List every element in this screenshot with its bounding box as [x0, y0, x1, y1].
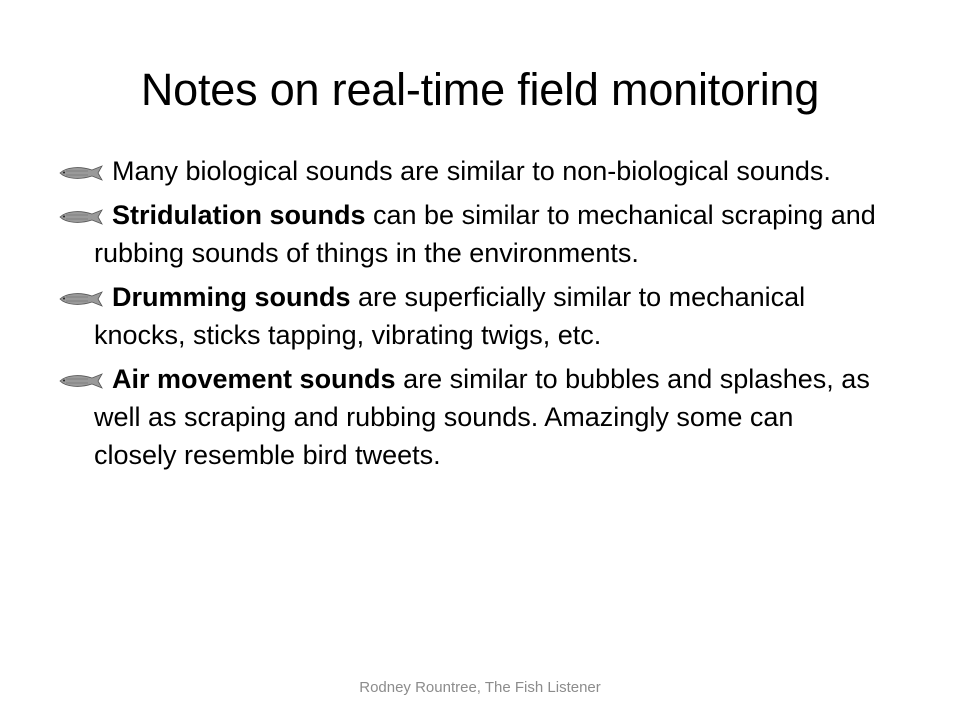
- fish-icon: [58, 164, 108, 182]
- bullet-lead-term: Stridulation sounds: [112, 200, 366, 230]
- bullet-text: are similar to bubbles and splashes, as well as scraping and rubbing sounds. Amazingly some can closely resemble bird tweets.: [94, 364, 870, 470]
- bullet-item-air-movement: [60, 360, 880, 474]
- bullet-item-drumming: [60, 278, 880, 354]
- bullet-lead-term: Drumming sounds: [112, 282, 351, 312]
- slide-footer: Rodney Rountree, The Fish Listener: [359, 679, 601, 696]
- slide-title: Notes on real-time field monitoring: [140, 64, 820, 115]
- fish-icon: [58, 372, 108, 390]
- bullet-lead-term: Air movement sounds: [112, 364, 396, 394]
- fish-icon: [58, 290, 108, 308]
- bullet-item-stridulation: [60, 196, 880, 272]
- bullet-item-biological-sounds: [60, 152, 880, 190]
- fish-icon: [58, 208, 108, 226]
- bullet-list: [60, 152, 880, 480]
- bullet-text: are superficially similar to mechanical knocks, sticks tapping, vibrating twigs, etc.: [94, 282, 806, 350]
- bullet-text: Many biological sounds are similar to non-biological sounds.: [112, 156, 831, 186]
- bullet-text: can be similar to mechanical scraping and rubbing sounds of things in the environments.: [94, 200, 876, 268]
